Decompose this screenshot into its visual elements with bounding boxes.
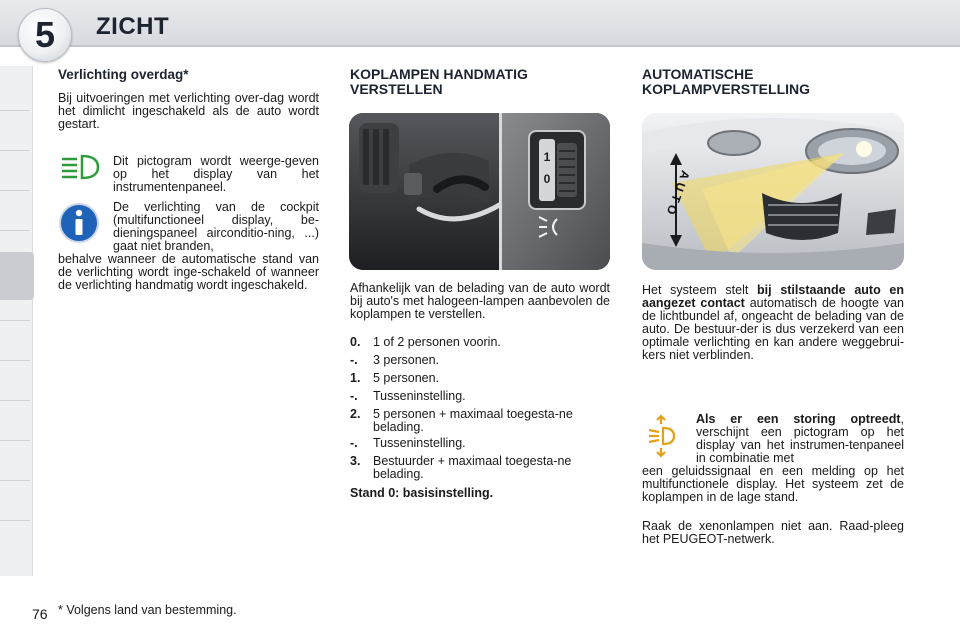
headlamp-fault-icon: [646, 414, 676, 458]
list-text: Tusseninstelling.: [373, 436, 466, 450]
dial-label: 1: [543, 150, 551, 164]
chapter-tab-active[interactable]: [0, 252, 34, 300]
indicator-description: Dit pictogram wordt weerge-geven op het display van het instrumentenpaneel.: [113, 154, 319, 194]
chapter-tab[interactable]: [0, 230, 30, 231]
footnote: * Volgens land van bestemming.: [58, 603, 237, 617]
info-note-side: De verlichting van de cockpit (multifunctioneel display, be-dieningspaneel airconditio-ning, ...) gaat niet branden,: [113, 200, 319, 253]
automatic-description-prefix: Het systeem stelt: [642, 283, 758, 297]
daytime-lights-intro: Bij uitvoeringen met verlichting over-dag wordt het dimlicht ingeschakeld als de auto wordt gestart.: [58, 91, 319, 131]
section-heading-daytime-lights: Verlichting overdag*: [58, 67, 189, 82]
automatic-description-rest: automatisch de hoogte van de lichtbundel af, ongeacht de belading van de auto. De bestuur-der is dus verzekerd van een optimale verlichting en kan andere weggebrui-kers niet verblinden.: [642, 296, 905, 362]
manual-intro: Afhankelijk van de belading van de auto wordt bij auto's met halogeen-lampen aanbevolen de koplampen te verstellen.: [350, 281, 610, 321]
xenon-note: Raak de xenonlampen niet aan. Raad-pleeg het PEUGEOT-netwerk.: [642, 519, 904, 546]
list-text: 5 personen + maximaal toegesta-ne belading.: [373, 407, 573, 434]
section-heading-manual: [350, 67, 528, 97]
header-divider: [0, 45, 960, 47]
list-text: Bestuurder + maximaal toegesta-ne belading.: [373, 454, 572, 481]
list-text: 3 personen.: [373, 353, 440, 367]
chapter-tab[interactable]: [0, 360, 30, 361]
list-key: 0.: [350, 335, 361, 349]
heading-line: KOPLAMPEN HANDMATIG: [350, 66, 528, 82]
fault-warning-continued: een geluidssignaal en een melding op het multifunctionele display. Het systeem zet de koplampen in de lage stand.: [642, 464, 904, 504]
heading-line: KOPLAMPVERSTELLING: [642, 81, 811, 97]
chapter-tab[interactable]: [0, 110, 30, 111]
list-text: 5 personen.: [373, 371, 440, 385]
automatic-description-bold: bij stilstaande auto en aangezet contact: [642, 283, 904, 310]
fault-warning-bold: Als er een storing optreedt: [696, 412, 901, 426]
headlamp-dial-photo: [349, 113, 610, 270]
chapter-tab[interactable]: [0, 320, 30, 321]
info-note-continued: behalve wanneer de automatische stand van de verlichting wordt inge-schakeld of wanneer de verlichting handmatig wordt ingeschakeld.: [58, 252, 319, 292]
chapter-side-rail: [0, 66, 33, 576]
list-key: -.: [350, 436, 358, 450]
list-key: 2.: [350, 407, 361, 421]
fault-warning-text: , verschijnt een pictogram op het display van het instrumen-tenpaneel in combinatie met: [696, 412, 904, 465]
list-key: -.: [350, 353, 358, 367]
fault-warning-side: [696, 413, 904, 465]
chapter-tab[interactable]: [0, 520, 30, 521]
list-key: 3.: [350, 454, 361, 468]
chapter-tab[interactable]: [0, 400, 30, 401]
automatic-description: [642, 284, 904, 362]
chapter-number-badge: 5: [18, 8, 72, 62]
page-number: 76: [32, 606, 48, 622]
chapter-tab[interactable]: [0, 440, 30, 441]
chapter-tab[interactable]: [0, 190, 30, 191]
section-heading-automatic: [642, 67, 810, 97]
dial-label: 0: [543, 172, 551, 186]
list-key: 1.: [350, 371, 361, 385]
chapter-title: ZICHT: [96, 13, 170, 40]
chapter-tab[interactable]: [0, 480, 30, 481]
daytime-light-indicator-icon: [58, 150, 102, 184]
list-text: Tusseninstelling.: [373, 389, 466, 403]
heading-line: VERSTELLEN: [350, 81, 443, 97]
heading-line: AUTOMATISCHE: [642, 66, 754, 82]
basic-setting-note: Stand 0: basisinstelling.: [350, 486, 494, 500]
auto-label: AUTO: [662, 168, 693, 221]
info-icon: [58, 202, 100, 244]
chapter-tab[interactable]: [0, 150, 30, 151]
headlamp-beam-photo: [642, 113, 904, 270]
list-text: 1 of 2 personen voorin.: [373, 335, 501, 349]
list-key: -.: [350, 389, 358, 403]
